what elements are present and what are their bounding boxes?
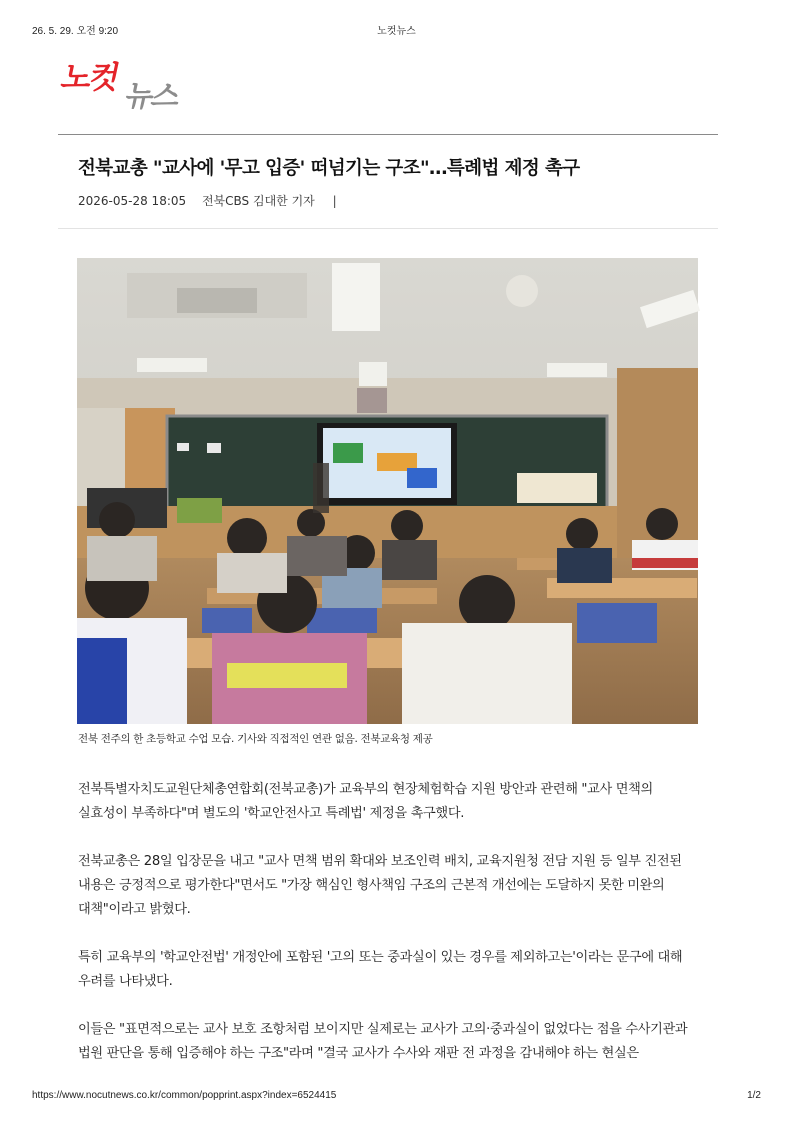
article-photo <box>77 258 698 724</box>
article-title: 전북교총 "교사에 '무고 입증' 떠넘기는 구조"…특례법 제정 촉구 <box>78 158 580 179</box>
article-date: 2026-05-28 18:05 <box>78 194 187 208</box>
paragraph: 이들은 "표면적으로는 교사 보호 조항처럼 보이지만 실제로는 교사가 고의·중과실이 없었다는 점을 수사기관과 법원 판단을 통해 입증해야 하는 구조"라며 "결국 교사가 수사와 재판 전 과정을 감내해야 하는 현실은 <box>78 1022 688 1061</box>
print-header <box>0 22 793 36</box>
article-body <box>78 778 698 1090</box>
article-meta <box>78 192 349 209</box>
byline-separator: | <box>332 194 337 208</box>
paragraph: 전북특별자치도교원단체총연합회(전북교총)가 교육부의 현장체험학습 지원 방안과 관련해 "교사 면책의 실효성이 부족하다"며 별도의 '학교안전사고 특례법' 제정을 촉구했다. <box>78 782 653 821</box>
svg-text:뉴스: 뉴스 <box>122 79 182 113</box>
nocutnews-logo[interactable] <box>57 58 206 114</box>
print-footer <box>0 1090 793 1104</box>
paragraph: 전북교총은 28일 입장문을 내고 "교사 면책 범위 확대와 보조인력 배치, 교육지원청 전담 지원 등 일부 진전된 내용은 긍정적으로 평가한다"면서도 "가장 핵심인 형사책임 구조의 근본적 개선에는 도달하지 못한 미완의 대책"이라고 밝혔다. <box>78 854 682 917</box>
meta-divider <box>58 228 718 229</box>
svg-text:노컷: 노컷 <box>57 60 122 96</box>
print-url: https://www.nocutnews.co.kr/common/popprint.aspx?index=6524415 <box>32 1090 337 1101</box>
print-datetime: 26. 5. 29. 오전 9:20 <box>32 26 119 37</box>
print-page-title: 노컷뉴스 <box>377 26 416 37</box>
article-byline: 전북CBS 김대한 기자 <box>201 194 315 208</box>
paragraph: 특히 교육부의 '학교안전법' 개정안에 포함된 '고의 또는 중과실이 있는 경우를 제외하고는'이라는 문구에 대해 우려를 나타냈다. <box>78 950 683 989</box>
print-page-number: 1/2 <box>747 1090 761 1101</box>
photo-caption: 전북 전주의 한 초등학교 수업 모습. 기사와 직접적인 연관 없음. 전북교육청 제공 <box>78 733 433 745</box>
header-divider <box>58 134 718 135</box>
